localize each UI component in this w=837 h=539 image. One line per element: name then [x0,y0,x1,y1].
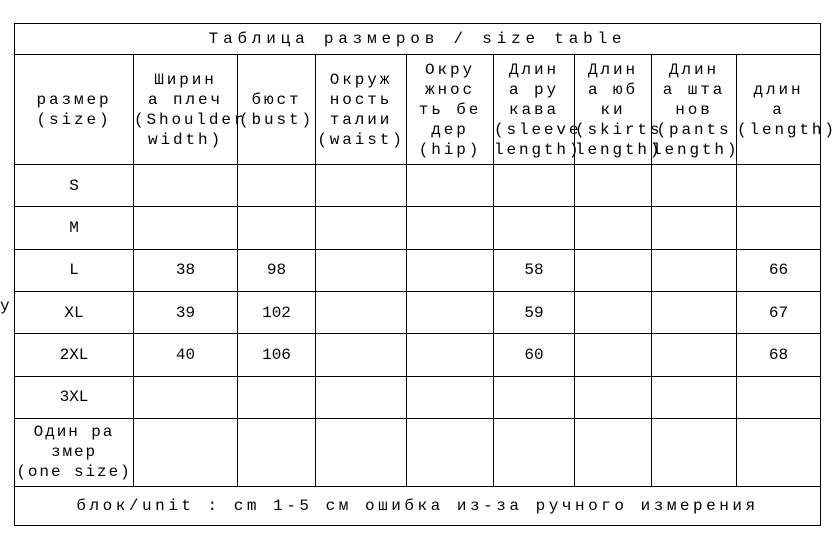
column-header-bust: бюст (bust) [238,55,316,165]
cell-size: Один ра змер (one size) [15,419,134,487]
cell-shoulder [134,419,238,487]
table-row [15,334,821,376]
cell-length [737,376,821,418]
cell-length: 68 [737,334,821,376]
cell-hip [407,207,494,249]
cell-bust [238,165,316,207]
header-row [15,55,821,165]
cell-length [737,165,821,207]
cell-sleeve [494,165,575,207]
cell-length [737,207,821,249]
cell-sleeve [494,376,575,418]
cell-waist [316,334,407,376]
cell-bust: 98 [238,249,316,291]
stray-mark: y [0,297,10,315]
cell-pants [652,419,737,487]
cell-shoulder [134,207,238,249]
cell-pants [652,292,737,334]
cell-size: 2XL [15,334,134,376]
cell-waist [316,249,407,291]
cell-skirt [575,419,652,487]
cell-skirt [575,292,652,334]
cell-hip [407,249,494,291]
cell-size: 3XL [15,376,134,418]
cell-skirt [575,376,652,418]
cell-waist [316,165,407,207]
cell-length: 67 [737,292,821,334]
size-table [14,23,837,526]
table-title: Таблица размеров / size table [15,24,821,55]
cell-sleeve: 59 [494,292,575,334]
cell-bust [238,207,316,249]
cell-bust [238,419,316,487]
column-header-skirt: Длин а юб ки (skirts length) [575,55,652,165]
table-row [15,207,821,249]
cell-size: M [15,207,134,249]
cell-hip [407,292,494,334]
cell-length [737,419,821,487]
column-header-hip: Окру жнос ть бе дер (hip) [407,55,494,165]
cell-waist [316,419,407,487]
cell-waist [316,376,407,418]
column-header-sleeve: Длин а ру кава (sleeve length) [494,55,575,165]
cell-bust [238,376,316,418]
table-row [15,292,821,334]
cell-bust: 102 [238,292,316,334]
cell-skirt [575,207,652,249]
cell-sleeve [494,419,575,487]
cell-bust: 106 [238,334,316,376]
cell-sleeve: 58 [494,249,575,291]
cell-skirt [575,165,652,207]
table-row [15,376,821,418]
cell-waist [316,292,407,334]
table-row [15,419,821,487]
column-header-waist: Окруж ность талии (waist) [316,55,407,165]
cell-skirt [575,249,652,291]
cell-pants [652,165,737,207]
cell-sleeve: 60 [494,334,575,376]
column-header-length: длин а (length) [737,55,821,165]
cell-shoulder: 38 [134,249,238,291]
cell-pants [652,249,737,291]
cell-hip [407,334,494,376]
cell-shoulder [134,165,238,207]
cell-pants [652,207,737,249]
cell-size: L [15,249,134,291]
cell-length: 66 [737,249,821,291]
cell-waist [316,207,407,249]
cell-hip [407,419,494,487]
column-header-shoulder: Ширин а плеч (Shoulder width) [134,55,238,165]
column-header-pants: Длин а шта нов (pants length) [652,55,737,165]
cell-size: S [15,165,134,207]
column-header-size: размер (size) [15,55,134,165]
cell-hip [407,165,494,207]
cell-skirt [575,334,652,376]
cell-sleeve [494,207,575,249]
cell-pants [652,334,737,376]
cell-shoulder: 40 [134,334,238,376]
cell-size: XL [15,292,134,334]
cell-shoulder: 39 [134,292,238,334]
table-row [15,249,821,291]
cell-shoulder [134,376,238,418]
cell-pants [652,376,737,418]
cell-hip [407,376,494,418]
table-row [15,165,821,207]
table-footer: блок/unit : cm 1-5 см ошибка из-за ручного измерения [15,486,821,525]
